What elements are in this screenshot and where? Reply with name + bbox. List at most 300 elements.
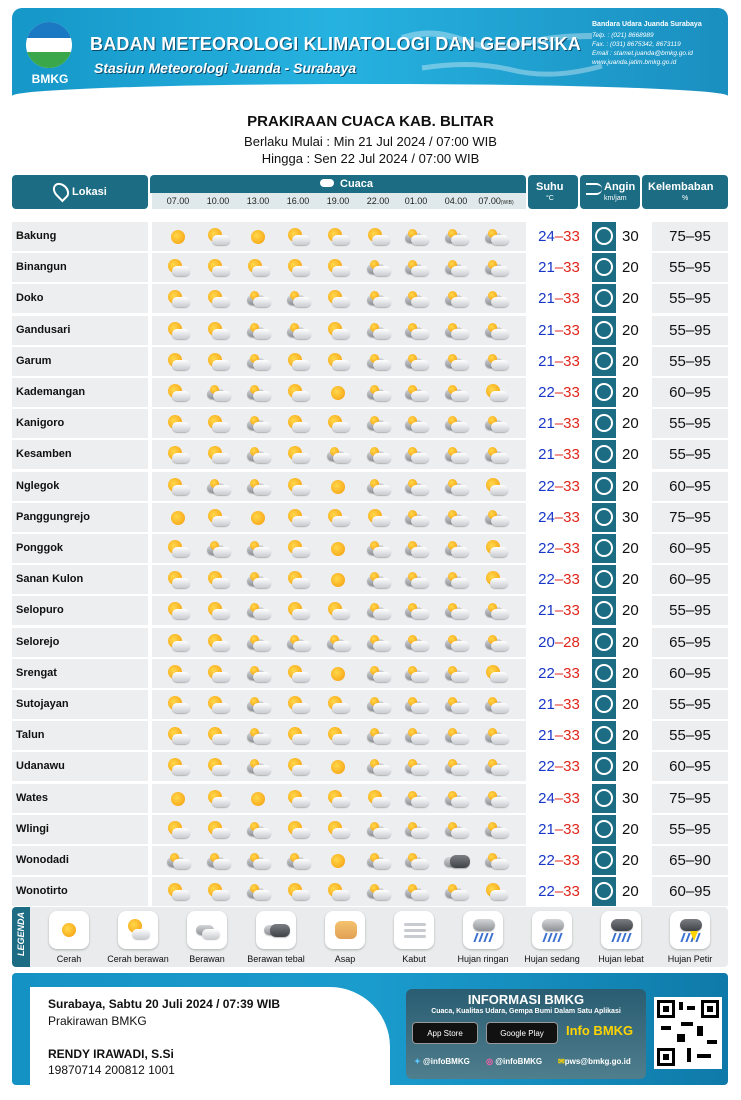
weather-cells [152,596,526,625]
header-wave [12,84,728,114]
humidity: 60–95 [652,534,728,563]
legend-label: Hujan Petir [667,954,713,964]
temperature: 22–33 [528,378,590,407]
cloudy-icon [366,852,390,870]
table-row [12,440,728,469]
weather-cells [152,752,526,781]
humidity: 55–95 [652,440,728,469]
wind: 20 [590,846,650,875]
humidity: 55–95 [652,409,728,438]
location-name: Sutojayan [12,690,148,719]
cloudy-icon [404,634,428,652]
location-name: Udanawu [12,752,148,781]
cloudy-icon [366,571,390,589]
cloudy-icon [444,540,468,558]
cloudy-icon [206,852,230,870]
wind: 20 [590,409,650,438]
issue-datetime: Surabaya, Sabtu 20 Juli 2024 / 07:39 WIB [48,997,281,1011]
legend-rain-moderate-icon [532,911,572,949]
partly-cloudy-icon [206,322,230,340]
cloudy-icon [404,665,428,683]
location-name: Panggungrejo [12,503,148,532]
cloudy-icon [404,883,428,901]
weather-cells [152,222,526,251]
hour-label: 10.00 [206,196,230,206]
temperature: 21–33 [528,721,590,750]
twitter-handle[interactable]: ✦ @infoBMKG [414,1057,470,1066]
humidity: 65–95 [652,628,728,657]
legend-label: Hujan sedang [524,954,580,964]
weather-cells [152,316,526,345]
wind-direction-icon [592,815,616,844]
wind-direction-icon [592,628,616,657]
contact-block [592,20,728,67]
partly-cloudy-icon [166,758,190,776]
hour-label: 16.00 [286,196,310,206]
legend-rain-light-icon [463,911,503,949]
partly-cloudy-icon [166,821,190,839]
cloudy-icon [366,353,390,371]
partly-cloudy-icon [206,665,230,683]
cloudy-icon [404,228,428,246]
legend-label: Kabut [402,954,426,964]
header-suhu [528,175,578,209]
angin-label: Angin [604,181,636,193]
legend-fog-icon [394,911,434,949]
partly-cloudy-icon [286,883,310,901]
partly-cloudy-icon [286,446,310,464]
cloudy-icon [444,821,468,839]
cloudy-icon [366,384,390,402]
cloudy-icon [366,540,390,558]
wind-direction-icon [592,534,616,563]
partly-cloudy-icon [166,353,190,371]
contact-email[interactable]: Email : stamet.juanda@bmkg.go.id [592,50,693,57]
station-subtitle: Stasiun Meteorologi Juanda - Surabaya [94,60,357,76]
sun-icon [326,852,350,870]
hour-label: 19.00 [326,196,350,206]
table-row [12,877,728,906]
table-row [12,565,728,594]
cloudy-icon [484,228,508,246]
cloudy-icon [444,696,468,714]
humidity: 75–95 [652,503,728,532]
wind: 20 [590,253,650,282]
table-row [12,784,728,813]
cloudy-icon [286,322,310,340]
legend-item [379,911,449,964]
sun-icon [166,509,190,527]
weather-cells [152,721,526,750]
wind: 20 [590,877,650,906]
weather-cells [152,534,526,563]
cloudy-icon [286,634,310,652]
hour-label: 13.00 [246,196,270,206]
kelembaban-label: Kelembaban [648,181,714,193]
humidity: 60–95 [652,752,728,781]
wind-direction-icon [592,503,616,532]
weather-cells [152,440,526,469]
cloudy-icon [326,446,350,464]
cloudy-icon [286,852,310,870]
sun-icon [246,509,270,527]
humidity: 55–95 [652,316,728,345]
temperature: 21–33 [528,347,590,376]
cloudy-icon [444,384,468,402]
legend-label: Berawan [189,954,225,964]
sun-icon [326,571,350,589]
header-cuaca [150,175,526,193]
wind: 20 [590,316,650,345]
legend-item [448,911,518,964]
cloudy-icon [246,602,270,620]
cloudy-icon [366,696,390,714]
partly-cloudy-icon [286,259,310,277]
partly-cloudy-icon [326,259,350,277]
humidity: 55–95 [652,721,728,750]
cloudy-icon [404,727,428,745]
location-pin-icon [50,180,73,203]
partly-cloudy-icon [286,696,310,714]
hour-label: 01.00 [404,196,428,206]
sun-icon [326,384,350,402]
cloudy-icon [444,758,468,776]
partly-cloudy-icon [166,259,190,277]
cloudy-icon [484,852,508,870]
table-row [12,659,728,688]
location-name: Wonodadi [12,846,148,875]
partly-cloudy-icon [286,384,310,402]
temperature: 20–28 [528,628,590,657]
legend-item [517,911,587,964]
weather-cells [152,565,526,594]
partly-cloudy-icon [166,415,190,433]
cloudy-icon [444,602,468,620]
app-store-button[interactable]: App Store [412,1022,478,1044]
wind-direction-icon [592,752,616,781]
legend-item [655,911,725,964]
table-row [12,846,728,875]
table-row [12,316,728,345]
humidity: 55–95 [652,690,728,719]
cloudy-icon [404,790,428,808]
cloudy-icon [484,415,508,433]
legend-overcast-icon [256,911,296,949]
legend-label: Hujan lebat [598,954,644,964]
location-name: Nglegok [12,472,148,501]
weather-cells [152,503,526,532]
humidity: 55–95 [652,596,728,625]
forecaster-role: Prakirawan BMKG [48,1014,147,1028]
table-row [12,690,728,719]
partly-cloudy-icon [286,478,310,496]
cuaca-label: Cuaca [340,178,374,190]
cloudy-icon [404,602,428,620]
cloudy-icon [444,478,468,496]
cloudy-icon [484,727,508,745]
temperature: 21–33 [528,316,590,345]
info-title: INFORMASI BMKG [467,992,585,1007]
partly-cloudy-icon [326,696,350,714]
wind: 20 [590,721,650,750]
wind-direction-icon [592,877,616,906]
overcast-icon [444,852,468,870]
wind-direction-icon [592,409,616,438]
partly-cloudy-icon [166,571,190,589]
forecast-title: PRAKIRAAN CUACA KAB. BLITAR [247,113,494,130]
partly-cloudy-icon [206,259,230,277]
legend-item [586,911,656,964]
legend-thunder-icon [670,911,710,949]
partly-cloudy-icon [206,602,230,620]
cloudy-icon [246,665,270,683]
weather-cells [152,253,526,282]
weather-cells [152,378,526,407]
temperature: 22–33 [528,472,590,501]
location-name: Binangun [12,253,148,282]
humidity: 55–95 [652,253,728,282]
temperature: 22–33 [528,659,590,688]
suhu-label: Suhu [536,181,564,193]
humidity: 55–95 [652,815,728,844]
cloudy-icon [246,540,270,558]
cloudy-icon [404,571,428,589]
sun-icon [326,540,350,558]
sun-icon [246,790,270,808]
wind-direction-icon [592,472,616,501]
wind: 20 [590,596,650,625]
weather-cells [152,409,526,438]
partly-cloudy-icon [166,665,190,683]
sun-icon [326,665,350,683]
cloudy-icon [404,415,428,433]
temperature: 22–33 [528,565,590,594]
table-row [12,721,728,750]
temperature: 21–33 [528,284,590,313]
cloudy-icon [404,478,428,496]
weather-cells [152,784,526,813]
cloudy-icon [484,634,508,652]
cloudy-icon [366,259,390,277]
legend-label: Cerah berawan [107,954,169,964]
cloudy-icon [366,322,390,340]
weather-cells [152,472,526,501]
partly-cloudy-icon [166,322,190,340]
cloudy-icon [366,602,390,620]
cloudy-icon [484,602,508,620]
partly-cloudy-icon [206,758,230,776]
table-row [12,222,728,251]
location-name: Gandusari [12,316,148,345]
forecaster-nip: 19870714 200812 1001 [48,1063,175,1077]
location-name: Kanigoro [12,409,148,438]
partly-cloudy-icon [366,790,390,808]
partly-cloudy-icon [286,665,310,683]
legend [12,907,728,967]
forecaster-name: RENDY IRAWADI, S.Si [48,1047,174,1061]
location-name: Ponggok [12,534,148,563]
wind-direction-icon [592,222,616,251]
cloudy-icon [326,634,350,652]
temperature: 24–33 [528,784,590,813]
wind: 20 [590,347,650,376]
hour-label: 22.00 [366,196,390,206]
temperature: 21–33 [528,440,590,469]
cloudy-icon [404,821,428,839]
instagram-handle[interactable]: ◎ @infoBMKG [486,1057,543,1066]
info-bmkg-panel [406,989,646,1079]
cloudy-icon [246,571,270,589]
agency-title: BADAN METEOROLOGI KLIMATOLOGI DAN GEOFISIKA [90,34,581,54]
cloudy-icon [206,478,230,496]
wind-direction-icon [592,284,616,313]
location-name: Wonotirto [12,877,148,906]
cloudy-icon [404,353,428,371]
humidity: 75–95 [652,784,728,813]
partly-cloudy-icon [206,353,230,371]
cloudy-icon [444,634,468,652]
partly-cloudy-icon [206,228,230,246]
temperature: 22–33 [528,877,590,906]
partly-cloudy-icon [206,634,230,652]
partly-cloudy-icon [166,727,190,745]
partly-cloudy-icon [326,415,350,433]
sun-icon [246,228,270,246]
google-play-button[interactable]: Google Play [486,1022,558,1044]
legend-label: Berawan tebal [247,954,305,964]
cloudy-icon [404,322,428,340]
partly-cloudy-icon [326,727,350,745]
partly-cloudy-icon [166,384,190,402]
partly-cloudy-icon [326,509,350,527]
partly-cloudy-icon [484,384,508,402]
weather-cells [152,347,526,376]
partly-cloudy-icon [286,821,310,839]
wind: 20 [590,284,650,313]
cloudy-icon [404,384,428,402]
wind-direction-icon [592,659,616,688]
table-row [12,378,728,407]
partly-cloudy-icon [484,540,508,558]
cloudy-icon [246,415,270,433]
cloudy-icon [246,883,270,901]
cloudy-icon [444,883,468,901]
wind-direction-icon [592,378,616,407]
partly-cloudy-icon [326,821,350,839]
cloudy-icon [366,727,390,745]
cloudy-icon [484,696,508,714]
cloudy-icon [246,322,270,340]
partly-cloudy-icon [326,883,350,901]
partly-cloudy-icon [166,446,190,464]
humidity: 60–95 [652,378,728,407]
cloudy-icon [444,228,468,246]
wind: 20 [590,534,650,563]
wind-direction-icon [592,253,616,282]
location-name: Wates [12,784,148,813]
partly-cloudy-icon [484,883,508,901]
wind: 30 [590,503,650,532]
cloudy-icon [366,478,390,496]
partly-cloudy-icon [484,571,508,589]
wind: 20 [590,378,650,407]
location-name: Talun [12,721,148,750]
cloudy-icon [484,259,508,277]
weather-cells [152,846,526,875]
cloudy-icon [286,290,310,308]
weather-cells [152,284,526,313]
partly-cloudy-icon [326,790,350,808]
cloudy-icon [484,446,508,464]
cloudy-icon [444,415,468,433]
legend-sun-icon [49,911,89,949]
temperature: 22–33 [528,846,590,875]
hour-label: 07.00(WIB) [478,196,514,206]
humidity: 60–95 [652,565,728,594]
weather-cells [152,628,526,657]
weather-cells [152,877,526,906]
temperature: 21–33 [528,690,590,719]
partly-cloudy-icon [484,478,508,496]
cloudy-icon [246,384,270,402]
cloudy-icon [404,446,428,464]
table-row [12,628,728,657]
email-contact[interactable]: ✉pws@bmkg.go.id [558,1057,631,1066]
partly-cloudy-icon [206,790,230,808]
location-name: Garum [12,347,148,376]
sun-icon [326,478,350,496]
cloudy-icon [366,821,390,839]
partly-cloudy-icon [206,883,230,901]
partly-cloudy-icon [286,228,310,246]
table-row [12,409,728,438]
partly-cloudy-icon [206,727,230,745]
cloudy-icon [444,446,468,464]
partly-cloudy-icon [286,727,310,745]
cloudy-icon [484,353,508,371]
partly-cloudy-icon [206,509,230,527]
contact-web[interactable]: www.juanda.jatim.bmkg.go.id [592,59,677,66]
valid-to: Hingga : Sen 22 Jul 2024 / 07:00 WIB [261,151,480,166]
humidity: 60–95 [652,472,728,501]
cloudy-icon [166,852,190,870]
cloudy-icon [206,384,230,402]
partly-cloudy-icon [286,509,310,527]
humidity: 55–95 [652,347,728,376]
instagram-icon: ◎ [486,1057,496,1066]
table-row [12,752,728,781]
partly-cloudy-icon [326,228,350,246]
cloudy-icon [444,571,468,589]
qr-code [654,997,722,1069]
cloudy-icon [484,509,508,527]
partly-cloudy-icon [166,696,190,714]
wind-direction-icon [592,846,616,875]
cloudy-icon [246,634,270,652]
suhu-unit: °C [546,195,554,202]
partly-cloudy-icon [206,415,230,433]
cloudy-icon [484,290,508,308]
cloudy-icon [366,665,390,683]
partly-cloudy-icon [286,353,310,371]
cloudy-icon [366,290,390,308]
cloudy-icon [404,758,428,776]
logo-text: BMKG [31,72,69,86]
temperature: 21–33 [528,596,590,625]
cloudy-icon [366,883,390,901]
cloudy-icon [484,790,508,808]
partly-cloudy-icon [166,634,190,652]
